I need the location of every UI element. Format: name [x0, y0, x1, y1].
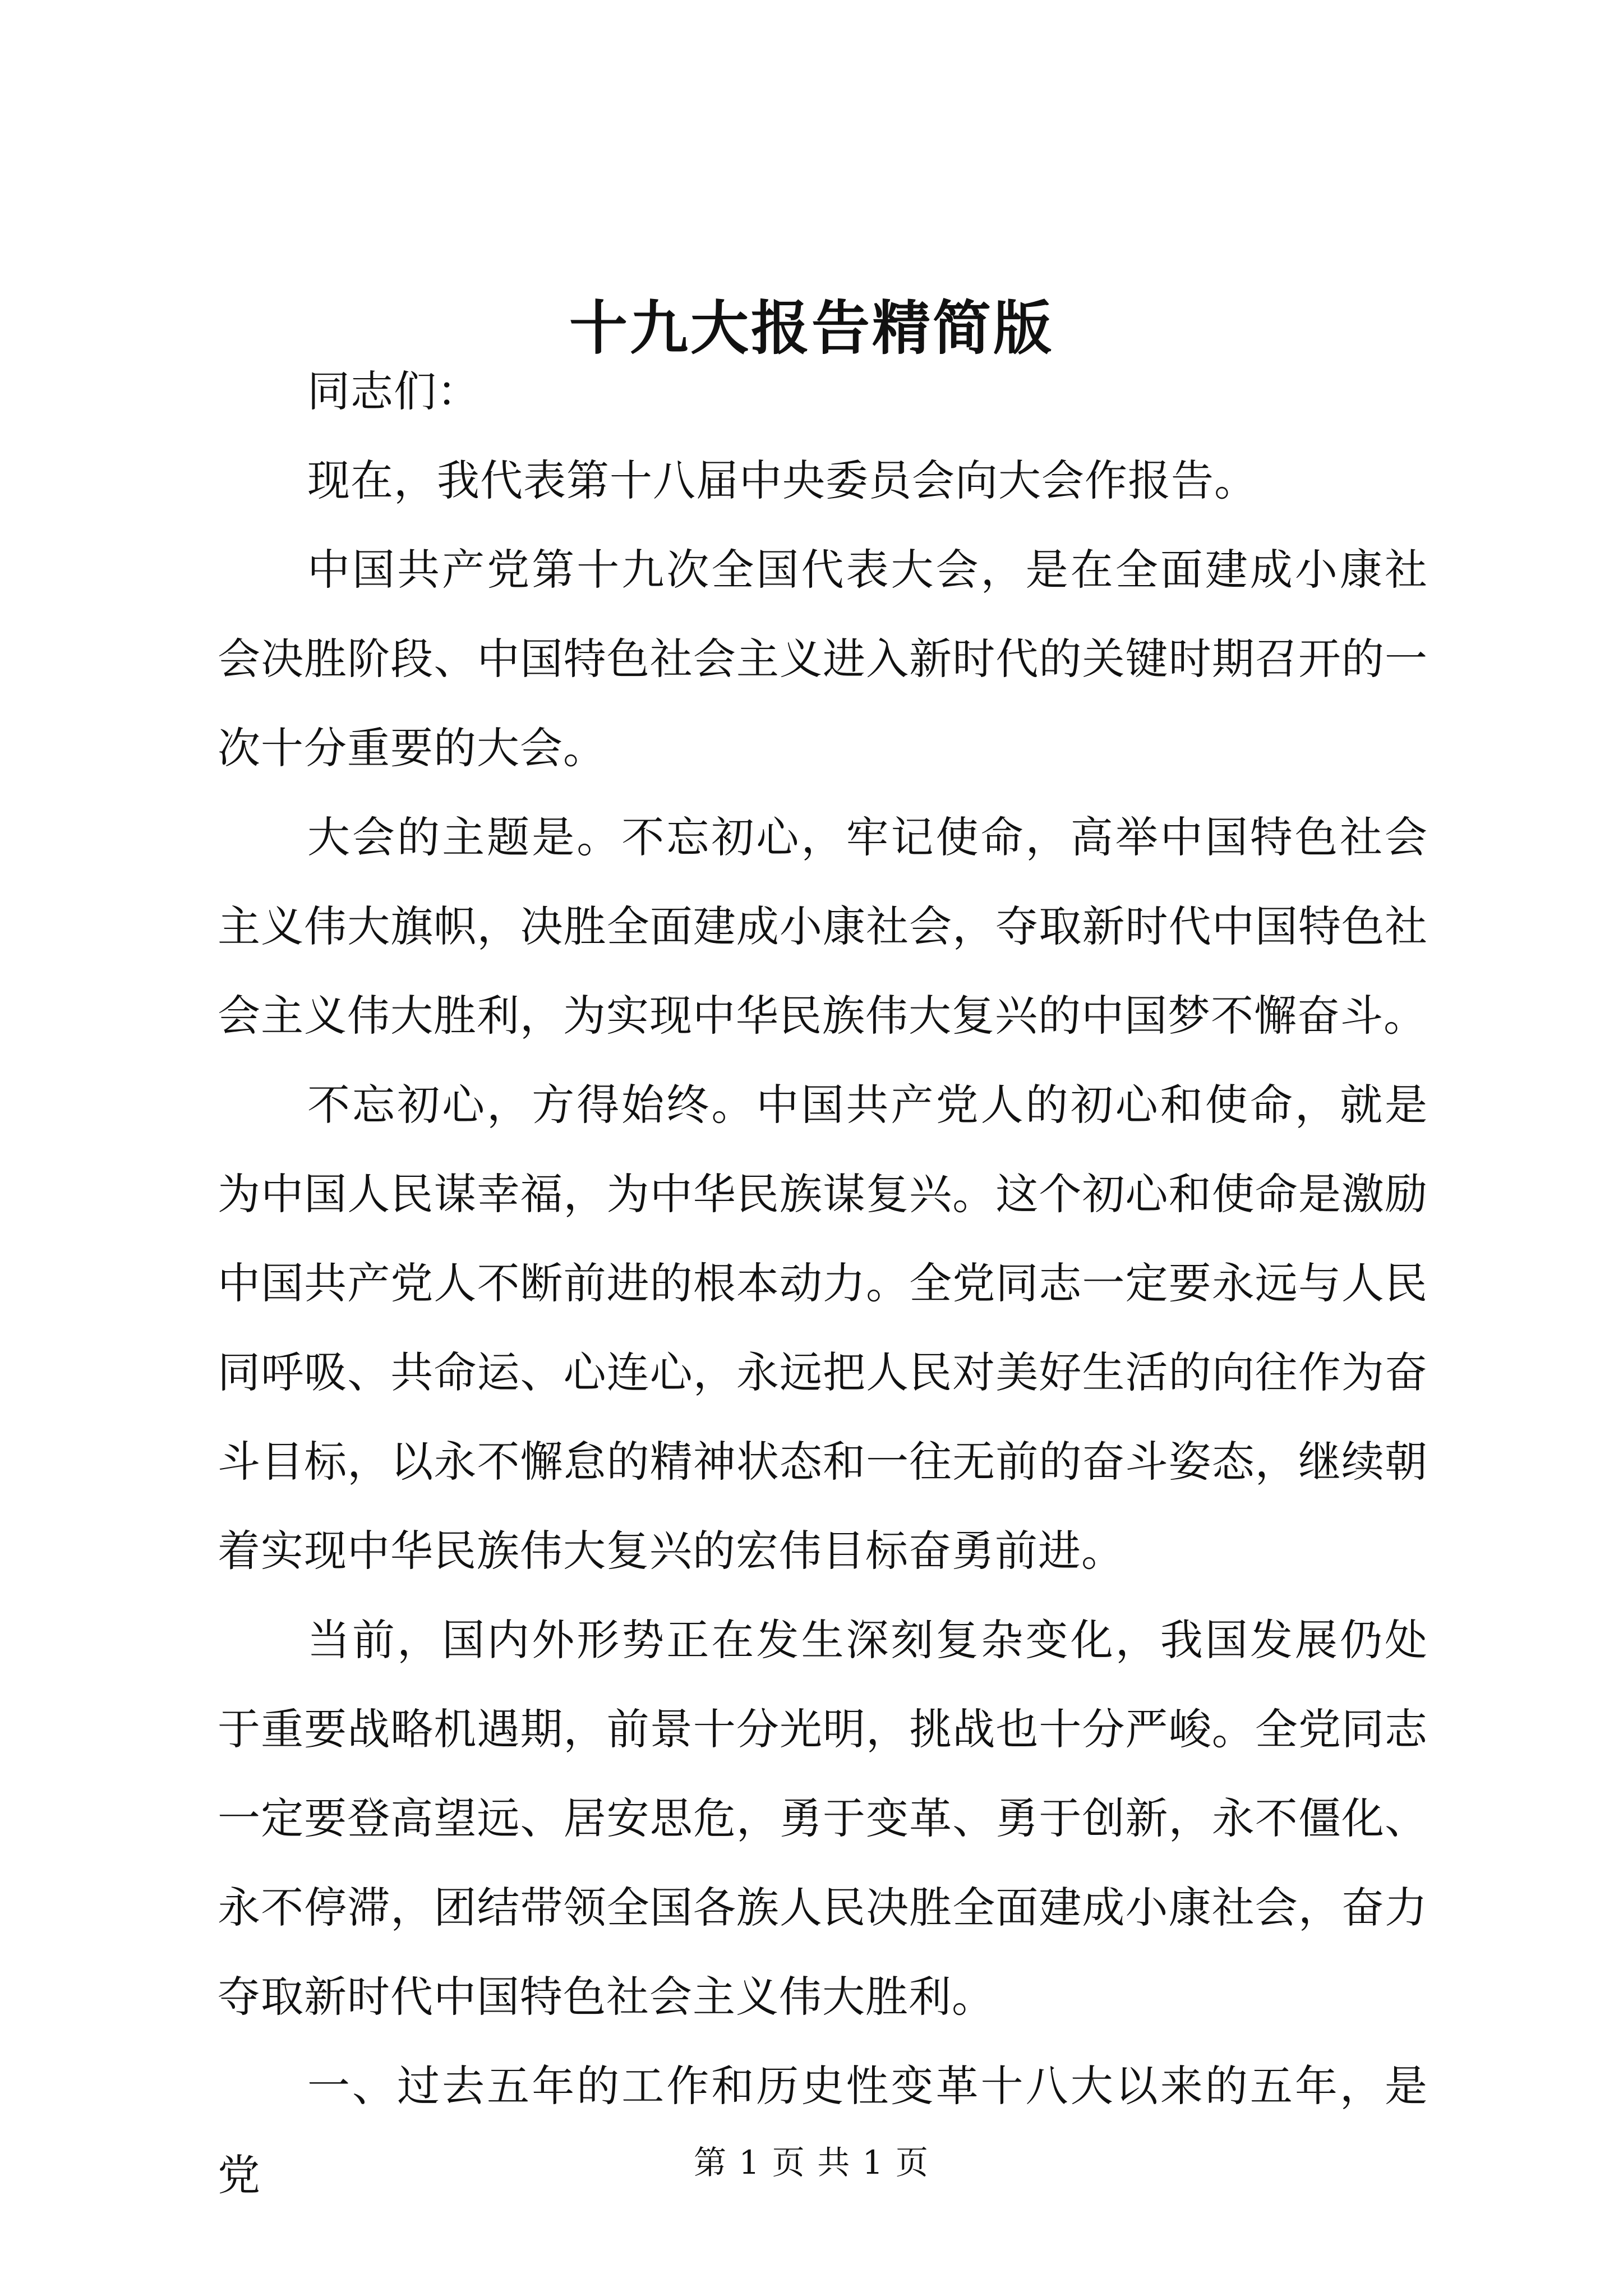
- paragraph-intro: 现在，我代表第十八届中央委员会向大会作报告。: [307, 455, 1257, 505]
- paragraph-congress: 中国共产党第十九次全国代表大会，是在全面建成小康社会决胜阶段、中国特色社会主义进入新时代的关键时期召开的一次十分重要的大会。: [218, 545, 1428, 773]
- page-footer: 第 1 页 共 1 页: [694, 2143, 929, 2182]
- paragraph-section-one: 一、过去五年的工作和历史性变革十八大以来的五年，是党: [218, 2061, 1428, 2200]
- document-title: 十九大报告精简版: [569, 293, 1054, 362]
- document-body: [218, 347, 1428, 2220]
- paragraph-theme: 大会的主题是。不忘初心，牢记使命，高举中国特色社会主义伟大旗帜，决胜全面建成小康社会，夺取新时代中国特色社会主义伟大胜利，为实现中华民族伟大复兴的中国梦不懈奋斗。: [218, 812, 1428, 1041]
- paragraph-current-situation: 当前，国内外形势正在发生深刻复杂变化，我国发展仍处于重要战略机遇期，前景十分光明，挑战也十分严峻。全党同志一定要登高望远、居安思危，勇于变革、勇于创新，永不僵化、永不停滞，团结带领全国各族人民决胜全面建成小康社会，奋力夺取新时代中国特色社会主义伟大胜利。: [218, 1615, 1428, 2022]
- salutation: 同志们：: [307, 366, 480, 416]
- paragraph-original-aspiration: 不忘初心，方得始终。中国共产党人的初心和使命，就是为中国人民谋幸福，为中华民族谋复兴。这个初心和使命是激励中国共产党人不断前进的根本动力。全党同志一定要永远与人民同呼吸、共命运、心连心，永远把人民对美好生活的向往作为奋斗目标，以永不懈怠的精神状态和一往无前的奋斗姿态，继续朝着实现中华民族伟大复兴的宏伟目标奋勇前进。: [218, 1080, 1428, 1576]
